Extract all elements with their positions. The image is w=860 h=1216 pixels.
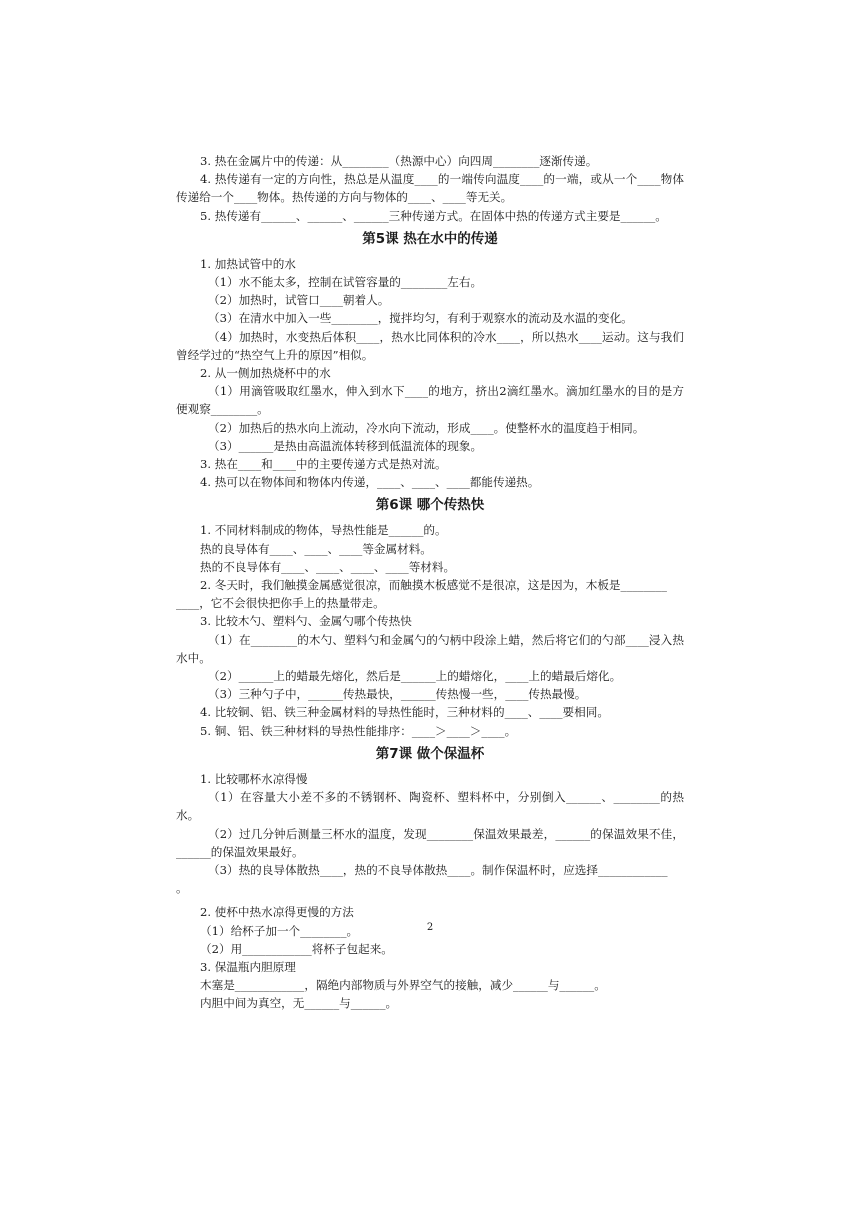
lesson6-item: 4. 比较铜、铝、铁三种金属材料的导热性能时，三种材料的____、____要相同。 <box>200 705 609 720</box>
lesson6-item: 5. 铜、铝、铁三种材料的导热性能排序：____＞____＞____。 <box>200 723 517 738</box>
lesson5-item: 3. 热在____和____中的主要传递方式是热对流。 <box>200 457 447 472</box>
lesson5-heading-2: 2. 从一侧加热烧杯中的水 <box>200 366 331 381</box>
lesson5-item: （2）加热时，试管口____朝着人。 <box>208 293 390 308</box>
lesson6-item: 2. 冬天时，我们触摸金属感觉很凉，而触摸木板感觉不是很凉，这是因为，木板是________ <box>200 578 667 593</box>
lesson7-heading-1: 1. 比较哪杯水凉得慢 <box>200 771 308 786</box>
lesson6-item: （3）三种勺子中，______传热最快，______传热慢一些，____传热最慢。 <box>208 687 587 702</box>
intro-item-5: 5. 热传递有______、______、______三种传递方式。在固体中热的传递方式主要是______。 <box>200 208 667 223</box>
lesson5-item: （2）加热后的热水向上流动，冷水向下流动，形成____。使整杯水的温度趋于相同。 <box>208 420 645 435</box>
lesson5-item: （3）______是热由高温流体转移到低温流体的现象。 <box>208 438 483 453</box>
lesson5-item: （1）水不能太多，控制在试管容量的________左右。 <box>208 275 483 290</box>
intro-item-3: 3. 热在金属片中的传递：从________（热源中心）向四周________逐渐传递。 <box>200 154 598 168</box>
lesson5-item: 4. 热可以在物体间和物体内传递，____、____、____都能传递热。 <box>200 475 540 490</box>
lesson7-item: （1）给杯子加一个________。 <box>200 923 359 938</box>
lesson7-heading-2: 2. 使杯中热水凉得更慢的方法 <box>200 905 354 920</box>
lesson7-item: 。 <box>176 881 188 896</box>
lesson6-item: 热的良导体有____、____、____等金属材料。 <box>200 541 432 556</box>
lesson6-item: 1. 不同材料制成的物体，导热性能是______的。 <box>200 523 447 538</box>
lesson5-item: （4）加热时，水变热后体积____，热水比同体积的冷水____，所以热水____运动。这与我们曾经学过的“热空气上升的原因”相似。 <box>176 329 684 362</box>
lesson7-item: 木塞是____________，隔绝内部物质与外界空气的接触，减少______与______。 <box>200 978 606 993</box>
lesson6-item: ____，它不会很快把你手上的热量带走。 <box>176 596 385 611</box>
intro-item-4: 4. 热传递有一定的方向性，热总是从温度____的一端传向温度____的一端，或从一个____物体传递给一个____物体。热传递的方向与物体的____、____等无关。 <box>176 172 684 205</box>
lesson7-title: 第7课 做个保温杯 <box>375 745 485 762</box>
lesson5-title: 第5课 热在水中的传递 <box>362 230 498 247</box>
lesson5-item: （3）在清水中加入一些________，搅拌均匀，有利于观察水的流动及水温的变化。 <box>208 311 633 326</box>
lesson6-item: （1）在________的木勺、塑料勺和金属勺的勺柄中段涂上蜡，然后将它们的勺部____浸入热水中。 <box>176 632 684 665</box>
lesson5-item: （1）用滴管吸取红墨水，伸入到水下____的地方，挤出2滴红墨水。滴加红墨水的目的是方便观察________。 <box>176 384 684 417</box>
lesson6-heading-3: 3. 比较木勺、塑料勺、金属勺哪个传热快 <box>200 614 412 629</box>
page-number: 2 <box>426 922 434 933</box>
lesson7-item: （2）用____________将杯子包起来。 <box>200 941 393 956</box>
lesson7-item: （3）热的良导体散热____，热的不良导体散热____。制作保温杯时，应选择____________ <box>208 862 668 877</box>
lesson7-heading-3: 3. 保温瓶内胆原理 <box>200 959 296 974</box>
lesson6-item: （2）______上的蜡最先熔化，然后是______上的蜡熔化，____上的蜡最后熔化。 <box>208 669 622 684</box>
lesson7-item: 内胆中间为真空，无______与______。 <box>200 996 398 1011</box>
page-content <box>176 152 684 1013</box>
lesson7-item: （2）过几分钟后测量三杯水的温度，发现________保温效果最差，______的保温效果不佳，______的保温效果最好。 <box>176 826 684 859</box>
lesson6-item: 热的不良导体有____、____、____、____等材料。 <box>200 559 456 574</box>
lesson5-heading-1: 1. 加热试管中的水 <box>200 256 296 271</box>
lesson6-title: 第6课 哪个传热快 <box>375 497 485 514</box>
lesson7-item: （1）在容量大小差不多的不锈钢杯、陶瓷杯、塑料杯中，分别倒入______、________的热水。 <box>176 790 684 823</box>
